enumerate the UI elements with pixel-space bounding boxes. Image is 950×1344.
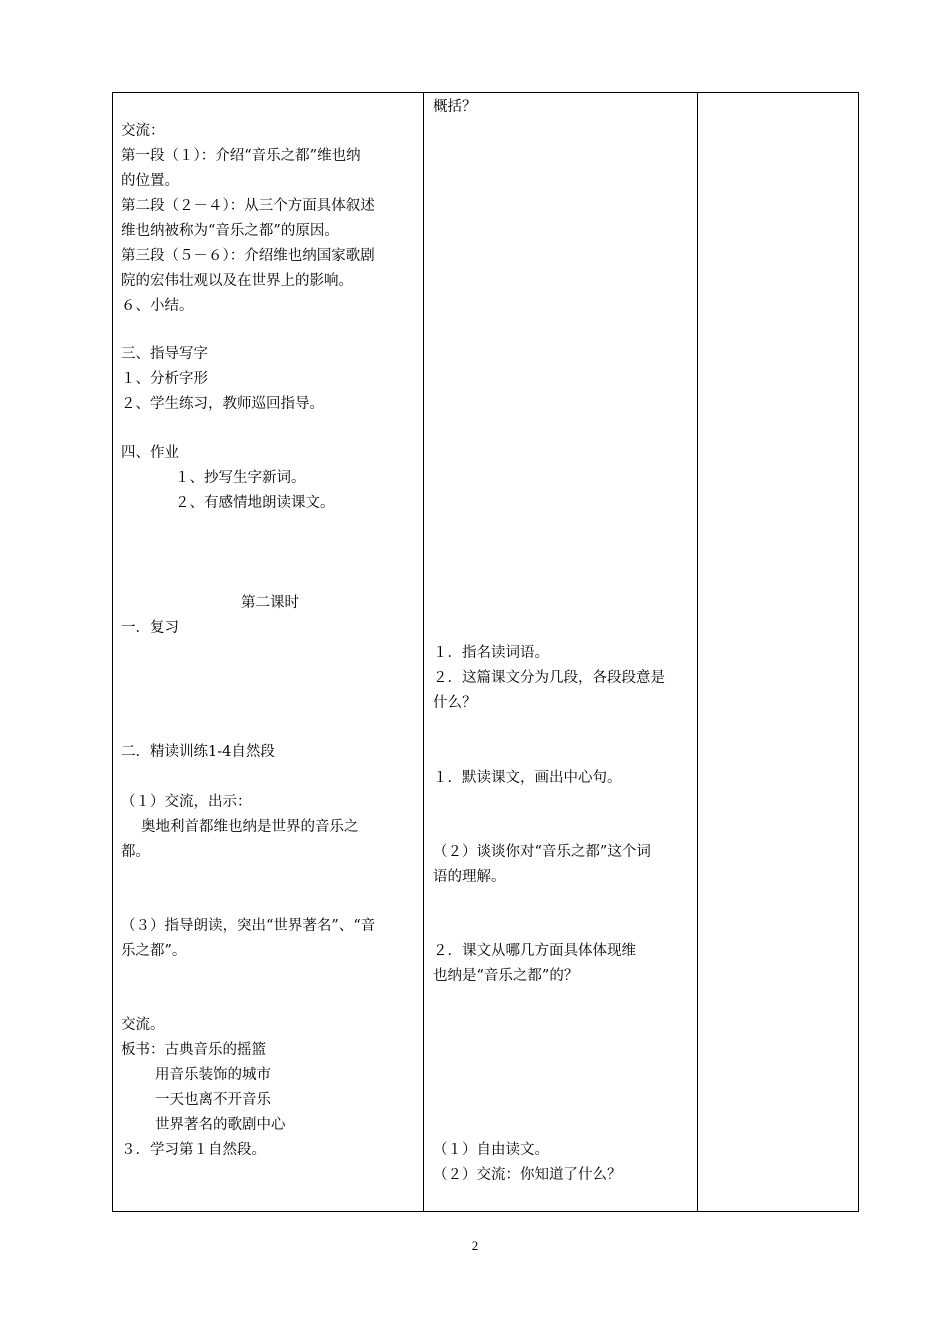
blackboard-item: 一天也离不开音乐 — [155, 1092, 271, 1108]
text-line: 的位置。 — [121, 173, 179, 189]
text-line: 交流： — [121, 123, 165, 139]
text-line: 第二段（２－４）：从三个方面具体叙述 — [121, 198, 375, 214]
text-line: （１）自由读文。 — [433, 1142, 549, 1158]
text-line: 第三段（５－６）：介绍维也纳国家歌剧 — [121, 248, 375, 264]
notes-column — [698, 93, 858, 1211]
text-line: １．指名读词语。 — [433, 645, 549, 661]
text-line: （１）交流，出示： — [121, 794, 252, 810]
text-line: 语的理解。 — [433, 869, 506, 885]
column-divider-1 — [423, 93, 424, 1211]
blackboard-item: 用音乐装饰的城市 — [155, 1067, 271, 1083]
text-line: １．默读课文，画出中心句。 — [433, 770, 622, 786]
text-line: 奥地利首都维也纳是世界的音乐之 — [141, 819, 359, 835]
teaching-process-column — [121, 93, 419, 1211]
text-line: 什么？ — [433, 695, 477, 711]
text-line: ６、小结。 — [121, 298, 194, 314]
text-line: 维也纳被称为“音乐之都”的原因。 — [121, 223, 339, 239]
text-line: ２、有感情地朗读课文。 — [175, 495, 335, 511]
section-heading: 四、作业 — [121, 445, 179, 461]
text-line: １、分析字形 — [121, 371, 208, 387]
section-heading: 三、指导写字 — [121, 346, 208, 362]
lesson-plan-table — [112, 92, 859, 1212]
section-heading: 一．复习 — [121, 620, 179, 636]
text-line: 交流。 — [121, 1017, 165, 1033]
text-line: ３．学习第１自然段。 — [121, 1142, 266, 1158]
lesson-period-title: 第二课时 — [241, 595, 299, 611]
text-line: ２、学生练习，教师巡回指导。 — [121, 396, 324, 412]
blackboard-item: 世界著名的歌剧中心 — [155, 1117, 286, 1133]
text-line: 概括？ — [433, 99, 477, 115]
text-line: （３）指导朗读，突出“世界著名”、“音 — [121, 918, 376, 934]
text-line: 乐之都”。 — [121, 943, 187, 959]
text-line: １、抄写生字新词。 — [175, 470, 306, 486]
page-number: 2 — [471, 1238, 479, 1253]
text-line: （２）谈谈你对“音乐之都”这个词 — [433, 844, 651, 860]
text-line: 都。 — [121, 844, 150, 860]
section-heading: 二．精读训练1-4自然段 — [121, 744, 275, 760]
text-line: ２．这篇课文分为几段，各段段意是 — [433, 670, 665, 686]
student-activity-column — [433, 93, 695, 1211]
text-line: ２．课文从哪几方面具体体现维 — [433, 943, 636, 959]
blackboard-heading: 板书：古典音乐的摇篮 — [121, 1042, 266, 1058]
text-line: 第一段（１）：介绍“音乐之都”维也纳 — [121, 148, 361, 164]
text-line: 院的宏伟壮观以及在世界上的影响。 — [121, 273, 353, 289]
text-line: （２）交流：你知道了什么？ — [433, 1167, 622, 1183]
text-line: 也纳是“音乐之都”的？ — [433, 968, 579, 984]
